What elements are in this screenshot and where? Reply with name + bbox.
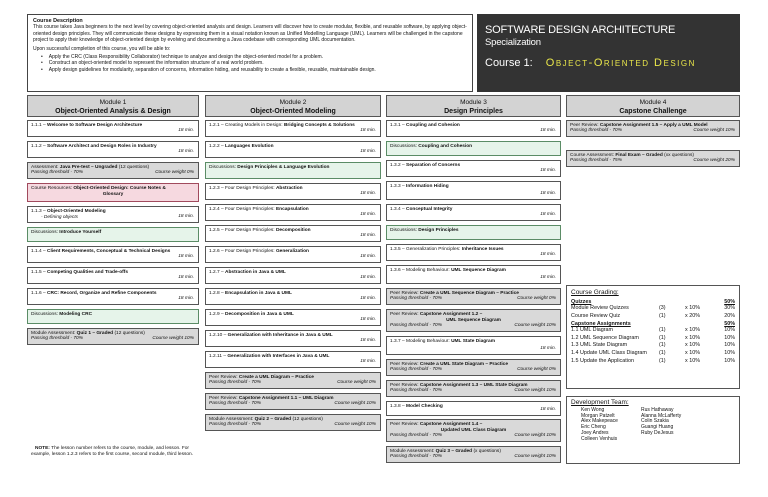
course-weight: Course weight 10% (514, 388, 556, 393)
note-label: NOTE: (34, 446, 50, 451)
passing-threshold: Passing threshold - 70% (390, 367, 442, 372)
note-text: The lesson number refers to the course, module, and lesson. For example, lesson 1.2.3 refers to the first course, second module, third lesson. (30, 446, 194, 457)
lesson-1-1-3[interactable]: 1.1.3 – Object-Oriented Modeling - Defining objects 18 min. (27, 206, 199, 223)
peer-review-capstone-1-4[interactable]: Peer Review: Capstone Assignment 1.4 – Updated UML Class Diagram Passing threshold - 70% Course weight 10% (386, 419, 561, 442)
team-member: Ken Wong (581, 406, 605, 413)
grading-row: 1.3 UML State Diagram (1) x 10% 10% (571, 342, 735, 349)
lesson-duration: 18 min. (360, 233, 376, 238)
course-weight: Course weight 10% (514, 454, 556, 459)
discussion-modeling-crc[interactable]: Discussions: Modeling CRC (27, 309, 199, 324)
lesson-1-2-1[interactable]: 1.2.1 – Creating Models in Design: Bridging Concepts & Solutions 18 min. (205, 120, 381, 137)
team-title: Development Team: (571, 399, 629, 406)
lesson-title: Languages Evolution (225, 144, 274, 149)
team-column-2 (641, 408, 701, 443)
team-member: Alanna McLafferty (641, 412, 682, 419)
banner-specialization (485, 24, 732, 48)
course-resources[interactable]: Course Resources: Object-Oriented Design: Course Notes & Glossary (27, 183, 199, 202)
banner-course (485, 57, 732, 69)
module-2-header (205, 95, 381, 117)
peer-review-state-practice[interactable]: Peer Review: Create a UML State Diagram – Practice Passing threshold - 70% Course weight 0% (386, 359, 561, 376)
lesson-title: UML State Diagram (451, 339, 495, 344)
lesson-duration: 18 min. (540, 407, 556, 412)
peer-review-title: Capstone Assignment 1.4 – (419, 422, 483, 427)
lesson-title: Abstraction in Java & UML (225, 270, 286, 275)
lesson-1-2-11[interactable]: 1.2.11 – Generalization with Interfaces in Java & UML 18 min. (205, 351, 381, 368)
course-weight: Course weight 10% (514, 433, 556, 438)
peer-review-capstone-1-3[interactable]: Peer Review: Capstone Assignment 1.3 – UML State Diagram Passing threshold - 70% Course weight 10% (386, 380, 561, 397)
lesson-1-3-6[interactable]: 1.3.6 – Modeling Behaviour: UML Sequence Diagram 18 min. (386, 265, 561, 284)
course-weight: Course weight 10% (334, 401, 376, 406)
lesson-1-3-2[interactable]: 1.3.2 – Separation of Concerns 18 min. (386, 160, 561, 177)
lesson-1-3-3[interactable]: 1.3.3 – Information Hiding 18 min. (386, 181, 561, 200)
lesson-title: Encapsulation in Java & UML (225, 291, 292, 296)
peer-review-capstone-1-2[interactable]: Peer Review: Capstone Assignment 1.2 – UML Sequence Diagram Passing threshold - 70% Course weight 10% (386, 309, 561, 332)
course-weight: Course weight 0% (517, 296, 556, 301)
grading-row: 1.1 UML Diagram (1) x 10% 10% (571, 327, 735, 334)
grading-row: 1.2 UML Sequence Diagram (1) x 10% 10% (571, 334, 735, 341)
outcome-item: • Apply design guidelines for modularity, separation of concerns, information hiding, and reusability to create a flexible, reusable, maintainable design. (41, 67, 467, 73)
course-grading-box (566, 285, 740, 389)
lesson-title: Software Architect and Design Roles in Industry (47, 144, 157, 149)
lesson-title: Client Requirements, Conceptual & Technical Designs (47, 249, 171, 254)
team-member: Colleen Venhuis (581, 435, 618, 442)
quiz-title: Quiz 2 – Graded (254, 417, 292, 422)
module-label: Module 1 (99, 99, 127, 106)
lesson-duration: 18 min. (360, 359, 376, 364)
outcomes-list (33, 54, 467, 73)
lesson-subtitle: - Defining objects (41, 215, 79, 220)
lesson-duration: 18 min. (360, 212, 376, 217)
grading-row: Course Review Quiz (1) x 20% 20% (571, 312, 735, 319)
lesson-duration: 18 min. (360, 149, 376, 154)
team-member: Colin Szakia (641, 418, 669, 425)
lesson-title: Abstraction (275, 186, 303, 191)
lesson-duration: 18 min. (540, 191, 556, 196)
module-1-header (27, 95, 199, 117)
team-member: Alex Makepeace (581, 418, 618, 425)
grading-row: 1.5 Update the Application (1) x 10% 10% (571, 357, 735, 364)
peer-review-title: Capstone Assignment 1.3 – UML State Diagram (419, 383, 528, 388)
peer-review-title: Capstone Assignment 1.2 – (419, 312, 483, 317)
outcome-item: • Construct an object-oriented model to represent the information structure of a real world problem. (41, 60, 467, 66)
lesson-title: Information Hiding (406, 184, 449, 189)
quiz-3[interactable]: Module Assessment: Quiz 3 – Graded (x questions) Passing threshold - 70% Course weight 10% (386, 446, 561, 463)
lesson-1-1-2[interactable]: 1.1.2 – Software Architect and Design Roles in Industry 18 min. (27, 141, 199, 158)
lesson-duration: 18 min. (360, 317, 376, 322)
assessment-title: Java Pre-test – Ungraded (59, 165, 118, 170)
lesson-title: CRC: Record, Organize and Refine Components (47, 291, 157, 296)
lesson-title: Decomposition (275, 228, 311, 233)
lesson-1-1-6[interactable]: 1.1.6 – CRC: Record, Organize and Refine Components 18 min. (27, 288, 199, 305)
course-weight: Course weight 10% (514, 323, 556, 328)
specialization-suffix: Specialization (485, 37, 541, 48)
lesson-title: Welcome to Software Design Architecture (47, 123, 143, 128)
course-weight: Course weight 10% (152, 336, 194, 341)
outcome-item: • Apply the CRC (Class Responsibility Collaborator) technique to analyze and design the object-oriented model for a problem. (41, 54, 467, 60)
lesson-duration: 18 min. (360, 275, 376, 280)
description-body: This course takes Java beginners to the next level by covering object-oriented analysis and design. Learners will discover how to create modular, flexible, and reusable software, by applying object-oriented design principles. They will communicate these designs by expressing them in a visual notation known as Unified Modelling Language (UML). Learners will be challenged in the capstone project to apply their knowledge of object-oriented design by evolving and documenting a Java codebase with corresponding UML documentation. (33, 24, 467, 44)
lesson-duration: 18 min. (540, 275, 556, 280)
module-label: Module 2 (279, 99, 307, 106)
lesson-title: Encapsulation (275, 207, 309, 212)
passing-threshold: Passing threshold - 75% (570, 158, 622, 163)
lesson-1-2-10[interactable]: 1.2.10 – Generalization with Inheritance in Java & UML 18 min. (205, 330, 381, 347)
lesson-title: Coupling and Cohesion (406, 123, 460, 128)
passing-threshold: Passing threshold - 70% (390, 454, 442, 459)
lesson-1-1-1[interactable]: 1.1.1 – Welcome to Software Design Architecture 18 min. (27, 120, 199, 137)
peer-review-title: Capstone Assignment 1.1 – UML Diagram (238, 396, 334, 401)
description-title: Course Description (33, 18, 83, 24)
lesson-duration: 18 min. (178, 128, 194, 133)
lesson-duration: 18 min. (178, 149, 194, 154)
course-weight: Course weight 20% (693, 158, 735, 163)
development-team-box (566, 396, 740, 464)
specialization-title: SOFTWARE DESIGN ARCHITECTURE (485, 24, 676, 36)
passing-threshold: Passing threshold - 70% (390, 323, 442, 328)
discussion-coupling-cohesion[interactable]: Discussions: Coupling and Cohesion (386, 141, 561, 156)
quiz-title: Quiz 1 – Graded (76, 331, 114, 336)
course-weight: Course weight 0% (517, 367, 556, 372)
lesson-1-2-2[interactable]: 1.2.2 – Languages Evolution 18 min. (205, 141, 381, 158)
lesson-1-3-1[interactable]: 1.3.1 – Coupling and Cohesion 18 min. (386, 120, 561, 137)
team-member: Morgan Patzelt (581, 412, 615, 419)
lesson-title: UML Sequence Diagram (451, 268, 506, 273)
lesson-title: Object-Oriented Modeling (47, 209, 106, 214)
lesson-duration: 18 min. (540, 346, 556, 351)
lesson-duration: 18 min. (360, 191, 376, 196)
peer-review-title-2: UML Sequence Diagram (446, 318, 501, 323)
lesson-1-2-6[interactable]: 1.2.6 – Four Design Principles: Generalization 18 min. (205, 246, 381, 263)
grading-row: 1.4 Update UML Class Diagram (1) x 10% 10% (571, 349, 735, 356)
peer-review-sequence-practice[interactable]: Peer Review: Create a UML Sequence Diagram – Practice Passing threshold - 70% Course weight 0% (386, 288, 561, 305)
lesson-duration: 18 min. (178, 254, 194, 259)
course-weight: Course weight 0% (337, 380, 376, 385)
team-column-1 (581, 408, 641, 443)
passing-threshold: Passing threshold - 70% (390, 433, 442, 438)
grading-capstone-header: Capstone Assignments 50% (571, 321, 735, 328)
grading-quizzes-header: Quizzes 50% (571, 299, 735, 305)
lesson-duration: 18 min. (360, 338, 376, 343)
module-title: Design Principles (444, 108, 503, 115)
lesson-title: Model Checking (406, 404, 443, 409)
lesson-1-3-5[interactable]: 1.3.5 – Generalization Principles: Inheritance Issues 18 min. (386, 244, 561, 261)
lesson-duration: 18 min. (540, 252, 556, 257)
course-weight: Course weight 0% (155, 170, 194, 175)
module-3-header (386, 95, 561, 117)
quiz-title: Quiz 3 – Graded (435, 449, 473, 454)
passing-threshold: Passing threshold - 70% (31, 170, 83, 175)
module-title: Object-Oriented Modeling (250, 108, 336, 115)
lesson-title: Inheritance Issues (461, 247, 504, 252)
team-members (571, 408, 735, 443)
lesson-title: Decomposition in Java & UML (225, 312, 294, 317)
peer-review-capstone-1-5[interactable]: Peer Review: Capstone Assignment 1.5 – Apply a UML Model Passing threshold - 70% Course weight 10% (566, 120, 740, 137)
module-title: Capstone Challenge (619, 108, 687, 115)
module-4-header (566, 95, 740, 117)
lesson-1-2-7[interactable]: 1.2.7 – Abstraction in Java & UML 18 min. (205, 267, 381, 284)
lesson-title: Generalization (275, 249, 309, 254)
lesson-duration: 18 min. (540, 212, 556, 217)
discussion-title: Design Principles (418, 228, 459, 233)
discussion-introduce-yourself[interactable]: Discussions: Introduce Yourself (27, 227, 199, 242)
lesson-duration: 18 min. (360, 128, 376, 133)
lesson-title: Generalization with Interfaces in Java & UML (227, 354, 330, 359)
course-weight: Course weight 10% (693, 128, 735, 133)
lesson-1-2-4[interactable]: 1.2.4 – Four Design Principles: Encapsulation 18 min. (205, 204, 381, 221)
lesson-title: Separation of Concerns (406, 163, 461, 168)
lesson-1-1-4[interactable]: 1.1.4 – Client Requirements, Conceptual & Technical Designs 18 min. (27, 246, 199, 263)
course-name: Object-Oriented Design (545, 57, 696, 69)
course-description (27, 14, 473, 92)
module-title: Object-Oriented Analysis & Design (55, 108, 171, 115)
lesson-1-3-8[interactable]: 1.3.8 – Model Checking 18 min. (386, 401, 561, 416)
peer-review-title-2: Updated UML Class Diagram (440, 428, 507, 433)
passing-threshold: Passing threshold - 70% (209, 401, 261, 406)
discussion-title: Modeling CRC (59, 312, 93, 317)
lesson-1-3-4[interactable]: 1.3.4 – Conceptual Integrity 18 min. (386, 204, 561, 221)
resource-title: Object-Oriented Design: Course Notes & (73, 186, 166, 191)
discussion-title: Introduce Yourself (59, 230, 102, 235)
assessment-java-pretest[interactable]: Assessment: Java Pre-test – Ungraded (12 questions) Passing threshold - 70% Course weight 0% (27, 162, 199, 179)
team-member: Joey Andres (581, 429, 609, 436)
lesson-duration: 18 min. (178, 275, 194, 280)
team-member: Guangi Huang (641, 424, 674, 431)
passing-threshold: Passing threshold - 70% (209, 380, 261, 385)
peer-review-title: Create a UML Sequence Diagram – Practice (419, 291, 519, 296)
course-weight: Course weight 10% (334, 422, 376, 427)
lesson-title: Conceptual Integrity (406, 207, 453, 212)
lesson-1-3-7[interactable]: 1.3.7 – Modeling Behaviour: UML State Diagram 18 min. (386, 336, 561, 355)
team-member: Ruby DeJesus (641, 429, 674, 436)
lesson-1-2-5[interactable]: 1.2.5 – Four Design Principles: Decomposition 18 min. (205, 225, 381, 242)
course-label: Course 1: (485, 57, 533, 69)
peer-review-uml-practice[interactable]: Peer Review: Create a UML Diagram – Practice Passing threshold - 70% Course weight 0% (205, 372, 381, 389)
team-member: Eric Cheng (581, 424, 606, 431)
lesson-duration: 18 min. (360, 296, 376, 301)
quiz-2[interactable]: Module Assessment: Quiz 2 – Graded (12 questions) Passing threshold - 70% Course weight 10% (205, 414, 381, 431)
lesson-duration: 18 min. (360, 254, 376, 259)
discussion-title: Coupling and Cohesion (418, 144, 473, 149)
specialization-banner (477, 14, 740, 92)
passing-threshold: Passing threshold - 70% (570, 128, 622, 133)
grading-row: Module Review Quizzes (3) x 10% 30% (571, 305, 735, 311)
lesson-1-1-5[interactable]: 1.1.5 – Competing Qualities and Trade-offs 18 min. (27, 267, 199, 284)
lesson-title: Competing Qualities and Trade-offs (47, 270, 129, 275)
passing-threshold: Passing threshold - 70% (390, 388, 442, 393)
discussion-language-evolution[interactable]: Discussions: Design Principles & Language Evolution (205, 162, 381, 179)
outcomes-intro: Upon successful completion of this course, you will be able to: (33, 45, 171, 52)
final-exam[interactable]: Course Assessment: Final Exam – Graded (xx questions) Passing threshold - 75% Course weight 20% (566, 150, 740, 167)
discussion-title: Design Principles & Language Evolution (237, 165, 330, 170)
discussion-design-principles[interactable]: Discussions: Design Principles (386, 225, 561, 240)
lesson-1-2-3[interactable]: 1.2.3 – Four Design Principles: Abstraction 18 min. (205, 183, 381, 200)
lesson-duration: 18 min. (178, 214, 194, 219)
passing-threshold: Passing threshold - 70% (209, 422, 261, 427)
lesson-duration: 18 min. (178, 296, 194, 301)
module-label: Module 4 (639, 99, 667, 106)
lesson-duration: 18 min. (540, 128, 556, 133)
resource-title-2: Glossary (102, 192, 124, 197)
grading-title: Course Grading: (571, 289, 619, 296)
quiz-1[interactable]: Module Assessment: Quiz 1 – Graded (12 questions) Passing threshold - 70% Course weight 10% (27, 328, 199, 345)
peer-review-title: Create a UML Diagram – Practice (238, 375, 314, 380)
peer-review-title: Capstone Assignment 1.5 – Apply a UML Model (599, 123, 708, 128)
peer-review-capstone-1-1[interactable]: Peer Review: Capstone Assignment 1.1 – UML Diagram Passing threshold - 70% Course weight 10% (205, 393, 381, 410)
module-label: Module 3 (460, 99, 487, 106)
final-exam-title: Final Exam – Graded (615, 153, 663, 158)
lesson-1-2-8[interactable]: 1.2.8 – Encapsulation in Java & UML 18 min. (205, 288, 381, 305)
team-member: Rus Hathaway (641, 406, 674, 413)
lesson-duration: 18 min. (540, 168, 556, 173)
passing-threshold: Passing threshold - 70% (390, 296, 442, 301)
lesson-title: Bridging Concepts & Solutions (283, 123, 355, 128)
peer-review-title: Create a UML State Diagram – Practice (419, 362, 509, 367)
lesson-title: Generalization with Inheritance in Java & UML (227, 333, 333, 338)
lesson-1-2-9[interactable]: 1.2.9 – Decomposition in Java & UML 18 min. (205, 309, 381, 326)
passing-threshold: Passing threshold - 70% (31, 336, 83, 341)
lesson-number-note (27, 446, 197, 458)
